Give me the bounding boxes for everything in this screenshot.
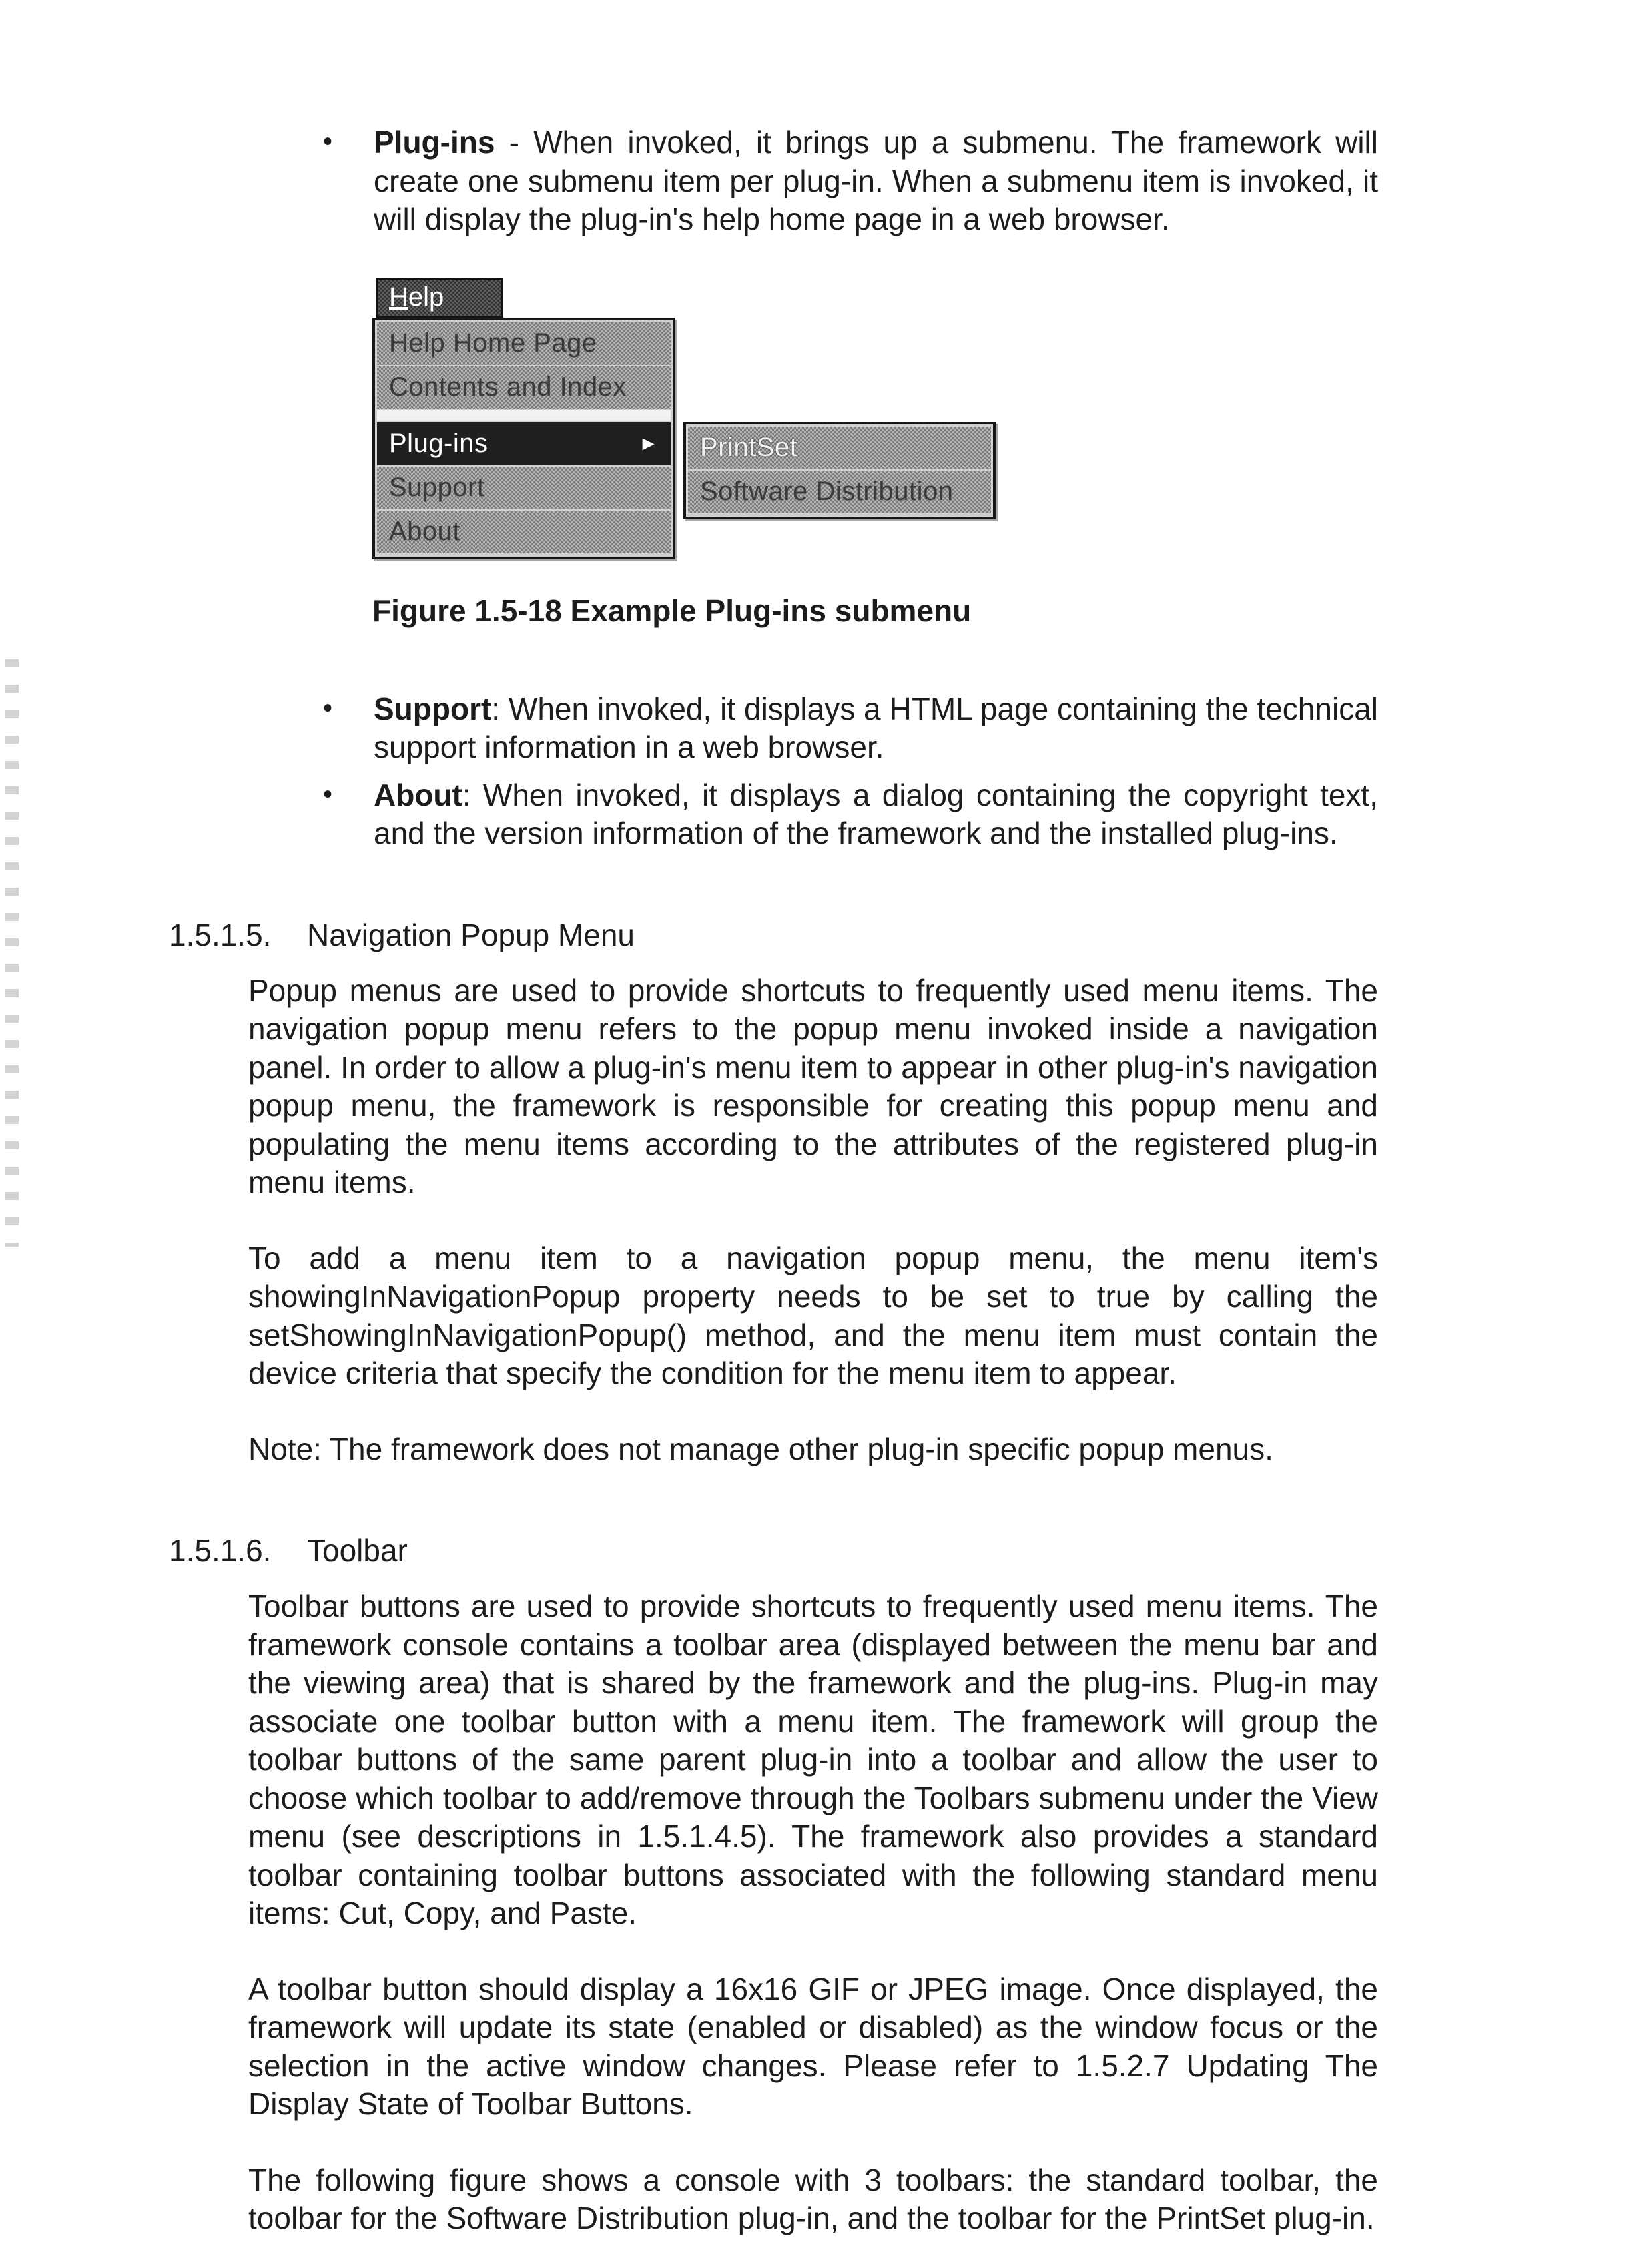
menu-item-label: Plug-ins bbox=[389, 429, 488, 458]
menu-item-label: About bbox=[389, 517, 461, 546]
plug-ins-submenu bbox=[683, 422, 996, 519]
paragraph: A toolbar button should display a 16x16 GIF or JPEG image. Once displayed, the framework will update its state (enabled or disabled) as the window focus or the selection in the active window changes. Please refer to 1.5.2.7 Updating The Display State of Toolbar Buttons. bbox=[248, 1971, 1378, 2121]
paragraph: The following figure shows a console with 3 toolbars: the standard toolbar, the toolbar for the Software Distribution plug-in, and the toolbar for the PrintSet plug-in. bbox=[248, 2162, 1378, 2235]
menu-item-label: Help Home Page bbox=[389, 328, 597, 358]
bullet-label: Support bbox=[374, 691, 492, 726]
bullet-label: Plug-ins bbox=[374, 125, 495, 160]
section-number: 1.5.1.5. bbox=[169, 917, 272, 952]
menu-item-label: Software Distribution bbox=[700, 477, 954, 506]
bullet-item-plug-ins bbox=[248, 123, 1378, 239]
section-number: 1.5.1.6. bbox=[169, 1533, 272, 1568]
menu-item-label: PrintSet bbox=[700, 433, 798, 462]
bullet-text: : When invoked, it displays a dialog containing the copyright text, and the version information of the framework and the installed plug-ins. bbox=[374, 777, 1378, 850]
bullet-marker: • bbox=[323, 779, 333, 809]
section-heading-navigation-popup-menu bbox=[169, 917, 1378, 953]
scan-margin-artifacts bbox=[5, 659, 19, 1247]
menu-item-about[interactable] bbox=[377, 511, 671, 553]
section-title: Toolbar bbox=[307, 1533, 408, 1568]
submenu-item-printset[interactable] bbox=[688, 427, 991, 469]
bullet-item-about bbox=[248, 776, 1378, 853]
help-menu-figure bbox=[372, 278, 1000, 570]
menu-item-label: Contents and Index bbox=[389, 372, 627, 402]
submenu-item-software-distribution[interactable] bbox=[688, 471, 991, 513]
section-title: Navigation Popup Menu bbox=[307, 917, 635, 952]
menu-item-support[interactable] bbox=[377, 467, 671, 509]
help-menu-tab[interactable] bbox=[376, 278, 503, 318]
figure-caption: Figure 1.5-18 Example Plug-ins submenu bbox=[372, 593, 972, 628]
help-menu-label: Help bbox=[389, 282, 444, 312]
bullet-item-support bbox=[248, 690, 1378, 767]
menu-separator bbox=[377, 410, 671, 421]
bullet-text: : When invoked, it displays a HTML page containing the technical support information in a web browser. bbox=[374, 691, 1378, 764]
paragraph: Note: The framework does not manage other plug-in specific popup menus. bbox=[248, 1431, 1273, 1466]
paragraph: Popup menus are used to provide shortcuts to frequently used menu items. The navigation popup menu refers to the popup menu invoked inside a navigation panel. In order to allow a plug-in's menu item to appear in other plug-in's navigation popup menu, the framework is responsible for creating this popup menu and populating the menu items according to the attributes of the registered plug-in menu items. bbox=[248, 972, 1378, 1199]
bullet-marker: • bbox=[323, 127, 333, 156]
help-menu-dropdown bbox=[372, 318, 675, 559]
paragraph: To add a menu item to a navigation popup menu, the menu item's showingInNavigationPopup property needs to be set to true by calling the setShowingInNavigationPopup() method, and the menu item must contain the device criteria that specify the condition for the menu item to appear. bbox=[248, 1240, 1378, 1390]
section-heading-toolbar bbox=[169, 1532, 1378, 1569]
menu-item-label: Support bbox=[389, 473, 485, 502]
menu-item-help-home-page[interactable] bbox=[377, 322, 671, 365]
menu-item-contents-and-index[interactable] bbox=[377, 366, 671, 409]
submenu-arrow-icon: ► bbox=[638, 432, 659, 455]
menu-item-plug-ins[interactable] bbox=[377, 422, 671, 465]
bullet-label: About bbox=[374, 777, 462, 812]
bullet-marker: • bbox=[323, 693, 333, 723]
bullet-text: - When invoked, it brings up a submenu. The framework will create one submenu item per plug-in. When a submenu item is invoked, it will display the plug-in's help home page in a web browser. bbox=[374, 125, 1378, 236]
paragraph: Toolbar buttons are used to provide shortcuts to frequently used menu items. The framework console contains a toolbar area (displayed between the menu bar and the viewing area) that is shared by the framework and the plug-ins. Plug-in may associate one toolbar button with a menu item. The framework will group the toolbar buttons of the same parent plug-in into a toolbar and allow the user to choose which toolbar to add/remove through the Toolbars submenu under the View menu (see descriptions in 1.5.1.4.5). The framework also provides a standard toolbar containing toolbar buttons associated with the following standard menu items: Cut, Copy, and Paste. bbox=[248, 1589, 1378, 1930]
